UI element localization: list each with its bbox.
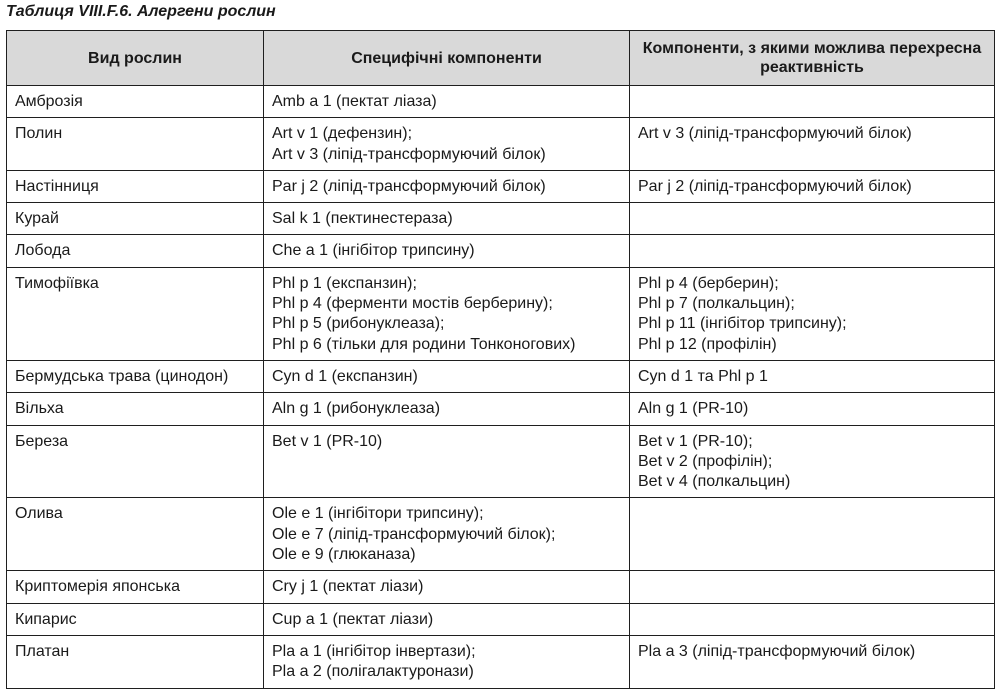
component-line: Art v 3 (ліпід-трансформуючий білок): [638, 125, 912, 143]
cell-specific-components: [264, 235, 630, 267]
table-row: [7, 118, 995, 171]
component-line: Bet v 1 (PR-10): [272, 432, 383, 450]
cell-cross-reactive-components: [630, 603, 995, 635]
table-row: [7, 425, 995, 498]
component-line: Phl p 6 (тільки для родини Тонконогових): [272, 335, 576, 353]
cell-cross-reactive-components: [630, 360, 995, 392]
component-line: Phl p 11 (інгібітор трипсину);: [638, 315, 847, 333]
cell-cross-reactive-components: [630, 393, 995, 425]
cell-cross-reactive-components: [630, 170, 995, 202]
cell-plant: Платан: [7, 635, 264, 688]
cell-plant: Полин: [7, 118, 264, 171]
component-line: Ole e 9 (глюканаза): [272, 546, 416, 564]
table-row: [7, 170, 995, 202]
cell-plant: Амброзія: [7, 86, 264, 118]
cell-specific-components: [264, 170, 630, 202]
table-row: [7, 571, 995, 603]
cell-specific-components: [264, 603, 630, 635]
cell-specific-components: [264, 118, 630, 171]
component-line: Pla a 1 (інгібітор інвертази);: [272, 642, 476, 660]
table-row: [7, 235, 995, 267]
plant-allergens-table: [6, 30, 995, 689]
column-header-cross-reactive: Компоненти, з якими можлива перехресна реактивність: [630, 31, 995, 86]
cell-plant: Курай: [7, 203, 264, 235]
cell-plant: Настінниця: [7, 170, 264, 202]
cell-specific-components: [264, 86, 630, 118]
component-line: Aln g 1 (PR-10): [638, 400, 749, 418]
component-line: Bet v 1 (PR-10);: [638, 432, 753, 450]
cell-cross-reactive-components: [630, 267, 995, 360]
table-row: [7, 267, 995, 360]
table-header-row: [7, 31, 995, 86]
component-line: Par j 2 (ліпід-трансформуючий білок): [272, 177, 546, 195]
component-line: Bet v 4 (полкальцин): [638, 473, 791, 491]
component-line: Art v 1 (дефензин);: [272, 125, 413, 143]
component-line: Che a 1 (інгібітор трипсину): [272, 242, 475, 260]
cell-specific-components: [264, 203, 630, 235]
table-caption: Таблиця VIII.F.6. Алергени рослин: [6, 3, 276, 20]
component-line: Art v 3 (ліпід-трансформуючий білок): [272, 145, 546, 163]
cell-specific-components: [264, 425, 630, 498]
cell-cross-reactive-components: [630, 425, 995, 498]
cell-cross-reactive-components: [630, 235, 995, 267]
component-line: Cyn d 1 та Phl p 1: [638, 367, 768, 385]
cell-specific-components: [264, 393, 630, 425]
table-row: [7, 360, 995, 392]
component-line: Phl p 5 (рибонуклеаза);: [272, 315, 445, 333]
cell-cross-reactive-components: [630, 635, 995, 688]
component-line: Cry j 1 (пектат ліази): [272, 578, 424, 596]
cell-specific-components: [264, 635, 630, 688]
component-line: Aln g 1 (рибонуклеаза): [272, 400, 441, 418]
cell-cross-reactive-components: [630, 118, 995, 171]
cell-cross-reactive-components: [630, 498, 995, 571]
cell-cross-reactive-components: [630, 203, 995, 235]
cell-specific-components: [264, 498, 630, 571]
cell-plant: Бермудська трава (цинодон): [7, 360, 264, 392]
column-header-plant: Вид рослин: [7, 31, 264, 86]
table-row: [7, 635, 995, 688]
component-line: Phl p 12 (профілін): [638, 335, 777, 353]
cell-plant: Береза: [7, 425, 264, 498]
component-line: Phl p 4 (ферменти мостів берберину);: [272, 295, 553, 313]
component-line: Ole e 7 (ліпід-трансформуючий білок);: [272, 525, 556, 543]
table-body: [7, 86, 995, 689]
cell-specific-components: [264, 267, 630, 360]
component-line: Phl p 1 (експанзин);: [272, 274, 417, 292]
component-line: Cup a 1 (пектат ліази): [272, 610, 434, 628]
component-line: Cyn d 1 (експанзин): [272, 367, 418, 385]
cell-plant: Кипарис: [7, 603, 264, 635]
component-line: Ole e 1 (інгібітори трипсину);: [272, 505, 484, 523]
cell-plant: Тимофіївка: [7, 267, 264, 360]
component-line: Phl p 7 (полкальцин);: [638, 295, 795, 313]
table-row: [7, 203, 995, 235]
component-line: Par j 2 (ліпід-трансформуючий білок): [638, 177, 912, 195]
component-line: Sal k 1 (пектинестераза): [272, 210, 453, 228]
cell-cross-reactive-components: [630, 571, 995, 603]
cell-specific-components: [264, 360, 630, 392]
table-row: [7, 393, 995, 425]
component-line: Pla a 3 (ліпід-трансформуючий білок): [638, 642, 916, 660]
cell-plant: Лобода: [7, 235, 264, 267]
cell-plant: Вільха: [7, 393, 264, 425]
column-header-specific: Специфічні компоненти: [264, 31, 630, 86]
component-line: Pla a 2 (полігалактуронази): [272, 663, 474, 681]
component-line: Bet v 2 (профілін);: [638, 452, 773, 470]
table-row: [7, 86, 995, 118]
component-line: Phl p 4 (берберин);: [638, 274, 779, 292]
cell-specific-components: [264, 571, 630, 603]
table-row: [7, 603, 995, 635]
table-row: [7, 498, 995, 571]
cell-plant: Криптомерія японська: [7, 571, 264, 603]
component-line: Amb a 1 (пектат ліаза): [272, 93, 437, 110]
cell-cross-reactive-components: [630, 86, 995, 118]
cell-plant: Олива: [7, 498, 264, 571]
